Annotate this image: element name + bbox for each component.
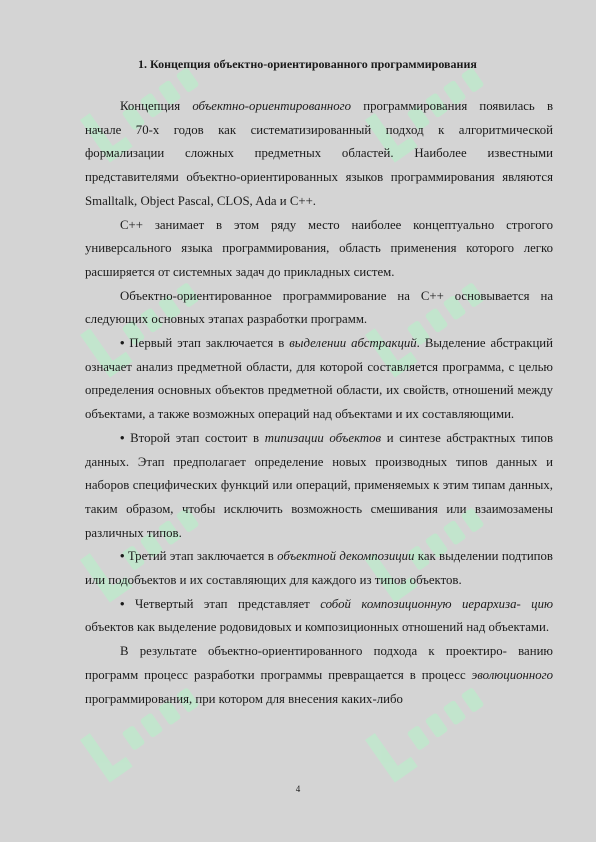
paragraph — [85, 95, 553, 214]
paragraph-text: Концепция — [120, 99, 193, 113]
paragraph-text: Третий этап заключается в — [124, 549, 278, 564]
paragraph-text: объектов как выделение родовидовых и композиционных отношений над объектами. — [85, 620, 550, 635]
paragraph-list — [85, 95, 553, 711]
paragraph-text: Объектно-ориентированное программирование на С++ основывается на следующих основных этапах разработки программ. — [85, 288, 553, 327]
paragraph — [85, 332, 553, 427]
paragraph-text: как выделении подтипов или подобъектов и их составляющих для каждого из типов объектов. — [85, 549, 553, 588]
page-number: 4 — [295, 784, 301, 794]
bullet-marker: • — [120, 596, 125, 611]
page-body — [85, 55, 553, 711]
emphasis-text: выделении абстракций — [289, 336, 417, 351]
bullet-marker: • — [120, 549, 125, 564]
bullet-marker: • — [120, 430, 125, 445]
paragraph — [85, 427, 553, 546]
paragraph-text: Второй этап состоит в — [124, 430, 265, 445]
paragraph — [85, 640, 553, 711]
paragraph-text: С++ занимает в этом ряду место наиболее концептуально строгого универсального языка программирования, область применения которого легко расширяется от системных задач до прикладных систем. — [85, 217, 553, 279]
paragraph — [85, 545, 553, 592]
emphasis-text: объектной декомпозиции — [277, 549, 415, 564]
paragraph — [85, 593, 553, 640]
paragraph-text: программирования появилась в начале 70-х годов как систематизированный подход к алгоритмической формализации сложных предметных областей. Наиболее известными представителями объектно-ориентированных языков программирования являются Smalltalk, Object Pascal, CLOS, Ada и С++. — [85, 99, 554, 208]
emphasis-text: собой композиционную иерархиза- цию — [320, 596, 553, 611]
paragraph — [85, 214, 553, 285]
paragraph-text: программирования, при котором для внесения каких-либо — [85, 691, 403, 706]
bullet-marker: • — [120, 336, 125, 351]
emphasis-text: объектно-ориентированного — [192, 99, 352, 113]
section-title: 1. Концепция объектно-ориентированного программирования — [138, 57, 477, 71]
paragraph-text: и синтезе абстрактных типов данных. Этап предполагает определение новых производных типов данных и наборов специфических функций или операций, применяемых к этим типам данных, таким образом, чтобы исключить возможность смешивания или взаимозамены различных типов. — [85, 430, 553, 540]
emphasis-text: эволюционного — [471, 667, 553, 682]
paragraph-text: . Выделение абстракций означает анализ предметной области, для которой составляется программа, с целью определения основных объектов предметной области, их свойств, отношений между объектами, а также возможных операций над объектами и их составляющими. — [85, 336, 553, 422]
emphasis-text: типизации объектов — [264, 430, 382, 445]
paragraph-text: Четвертый этап представляет — [124, 596, 321, 611]
paragraph-text: Первый этап заключается в — [124, 336, 290, 351]
paragraph — [85, 285, 553, 332]
paragraph-text: В результате объектно-ориентированного подхода к проектиро- ванию программ процесс разработки программы превращается в процесс — [85, 644, 553, 682]
